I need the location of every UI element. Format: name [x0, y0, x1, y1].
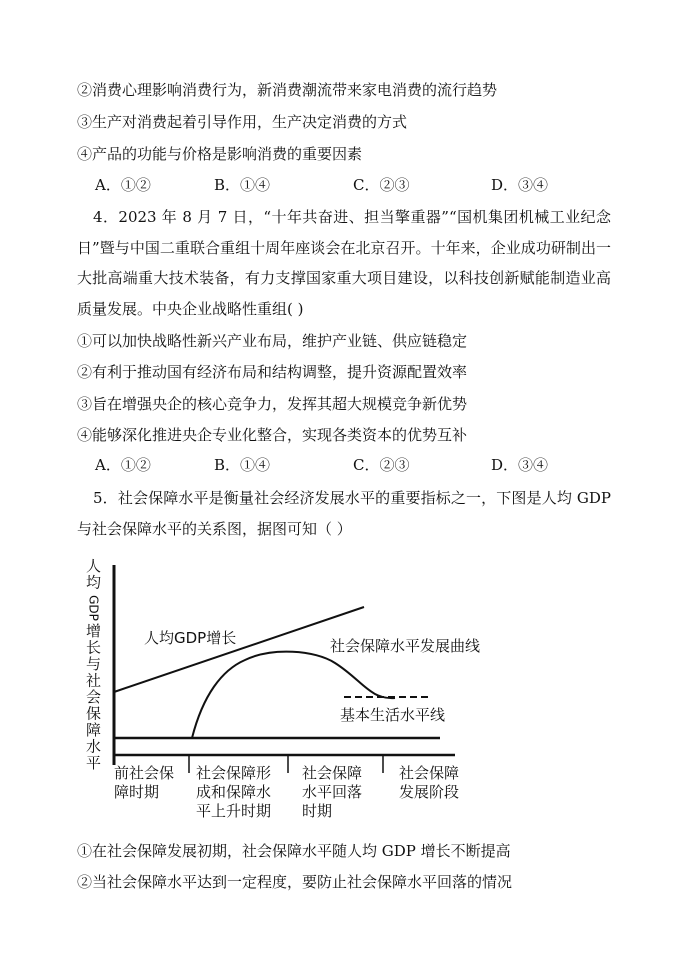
answer-option-b[interactable]: B．①④ [214, 456, 271, 474]
answer-option-a[interactable]: A．①② [95, 456, 151, 474]
stage-label-line: 成和保障水 [196, 783, 272, 801]
y-label-char: 均 [86, 573, 102, 592]
y-label-char: 与 [86, 655, 102, 673]
q4-statement-4: ④能够深化推进央企专业化整合，实现各类资本的优势互补 [77, 426, 468, 444]
stage-label-line: 前社会保 [114, 764, 175, 782]
answer-option-c[interactable]: C．②③ [353, 456, 410, 474]
y-label-char: 增 [86, 622, 102, 640]
stage-labels [114, 764, 459, 820]
answer-option-b[interactable]: B．①④ [214, 176, 271, 194]
gdp-social-security-chart [86, 545, 481, 825]
y-label-char: GDP [86, 595, 101, 621]
gdp-growth-line [114, 607, 364, 692]
basic-living-level-label: 基本生活水平线 [340, 706, 446, 724]
answer-option-d[interactable]: D．③④ [491, 456, 549, 474]
option-statement-3: ③生产对消费起着引导作用，生产决定消费的方式 [77, 113, 408, 131]
stage-label-line: 社会保障 [399, 764, 460, 782]
stage-label-line: 障时期 [114, 783, 160, 801]
stage-label-line: 时期 [302, 802, 333, 820]
answer-option-d[interactable]: D．③④ [491, 176, 549, 194]
y-label-char: 水 [86, 737, 102, 756]
question-5-stem: 5．社会保障水平是衡量社会经济发展水平的重要指标之一，下图是人均 GDP 与社会保障水平的关系图，据图可知（ ） [77, 489, 611, 538]
stage-label-line: 水平回落 [302, 783, 363, 801]
y-label-char: 人 [86, 557, 102, 575]
y-label-char: 会 [86, 688, 102, 706]
social-security-curve [192, 652, 395, 738]
answer-option-c[interactable]: C．②③ [353, 176, 410, 194]
q4-statement-1: ①可以加快战略性新兴产业布局，维护产业链、供应链稳定 [77, 332, 468, 350]
option-statement-2: ②消费心理影响消费行为，新消费潮流带来家电消费的流行趋势 [77, 81, 498, 99]
gdp-growth-label: 人均GDP增长 [144, 629, 237, 647]
y-label-char: 长 [86, 638, 102, 657]
y-label-char: 障 [86, 721, 102, 739]
y-label-char: 保 [86, 704, 102, 723]
q5-statement-1: ①在社会保障发展初期，社会保障水平随人均 GDP 增长不断提高 [77, 842, 511, 860]
stage-label-line: 平上升时期 [196, 802, 272, 820]
option-statement-4: ④产品的功能与价格是影响消费的重要因素 [77, 145, 363, 163]
y-axis-label [86, 557, 101, 772]
social-security-curve-label: 社会保障水平发展曲线 [330, 637, 481, 655]
y-label-char: 社 [86, 671, 102, 690]
q4-statement-3: ③旨在增强央企的核心竞争力，发挥其超大规模竞争新优势 [77, 395, 468, 413]
stage-label-line: 社会保障 [302, 764, 363, 782]
stage-label-line: 发展阶段 [399, 783, 460, 801]
y-label-char: 平 [86, 754, 102, 772]
question-4-stem: 4．2023 年 8 月 7 日，“十年共奋进、担当擎重器”“国机集团机械工业纪念日”暨与中国二重联合重组十周年座谈会在北京召开。十年来，企业成功研制出一大批高端重大技术装备，有力支撑国家重大项目建设，以科技创新赋能制造业高质量发展。中央企业战略性重组( ) [77, 208, 611, 318]
answer-option-a[interactable]: A．①② [95, 176, 151, 194]
stage-label-line: 社会保障形 [196, 764, 272, 782]
q4-statement-2: ②有利于推动国有经济布局和结构调整，提升资源配置效率 [77, 363, 468, 381]
q5-statement-2: ②当社会保障水平达到一定程度，要防止社会保障水平回落的情况 [77, 873, 513, 891]
